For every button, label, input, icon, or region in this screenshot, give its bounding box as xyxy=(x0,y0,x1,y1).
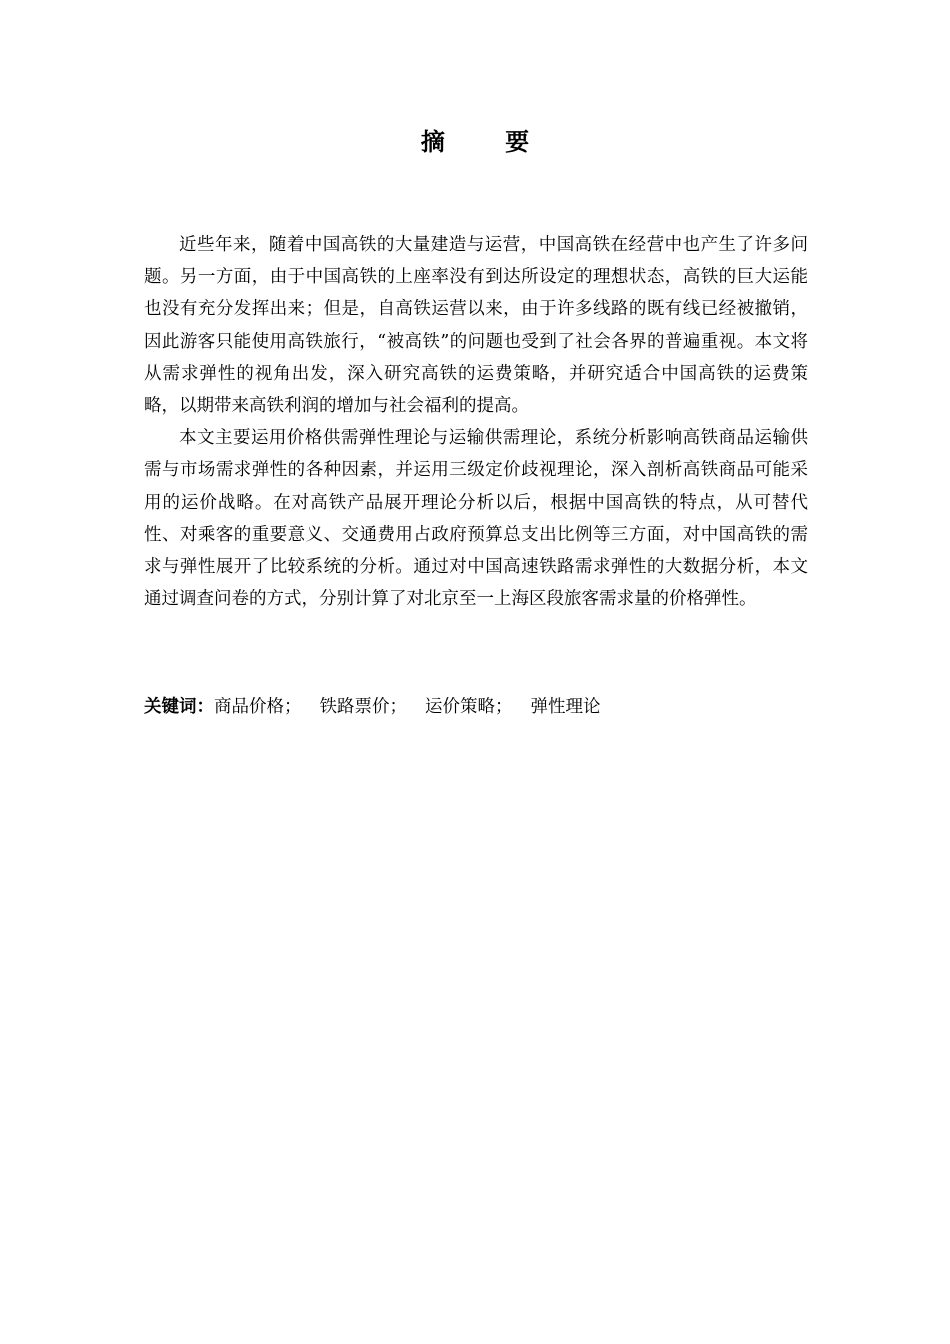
keyword-item: 铁路票价； xyxy=(319,697,407,717)
abstract-paragraph-2: 本文主要运用价格供需弹性理论与运输供需理论，系统分析影响高铁商品运输供需与市场需求弹性的各种因素，并运用三级定价歧视理论，深入剖析高铁商品可能采用的运价战略。在对高铁产品展开理论分析以后，根据中国高铁的特点，从可替代性、对乘客的重要意义、交通费用占政府预算总支出比例等三方面，对中国高铁的需求与弹性展开了比较系统的分析。通过对中国高速铁路需求弹性的大数据分析，本文通过调查问卷的方式，分别计算了对北京至一上海区段旅客需求量的价格弹性。 xyxy=(144,428,808,610)
keyword-item: 弹性理论 xyxy=(530,697,601,717)
keyword-item: 商品价格； xyxy=(214,697,302,717)
abstract-title: 摘 要 xyxy=(420,128,556,156)
keyword-item: 运价策略； xyxy=(425,697,513,717)
keywords-label: 关键词： xyxy=(144,697,214,717)
abstract-body xyxy=(144,229,808,615)
abstract-paragraph-1: 近些年来，随着中国高铁的大量建造与运营，中国高铁在经营中也产生了许多问题。另一方面，由于中国高铁的上座率没有到达所设定的理想状态，高铁的巨大运能也没有充分发挥出来；但是，自高铁运营以来，由于许多线路的既有线已经被撤销，因此游客只能使用高铁旅行，“被高铁”的问题也受到了社会各界的普遍重视。本文将从需求弹性的视角出发，深入研究高铁的运费策略，并研究适合中国高铁的运费策略，以期带来高铁利润的增加与社会福利的提高。 xyxy=(144,235,808,417)
keywords-line xyxy=(144,691,808,723)
